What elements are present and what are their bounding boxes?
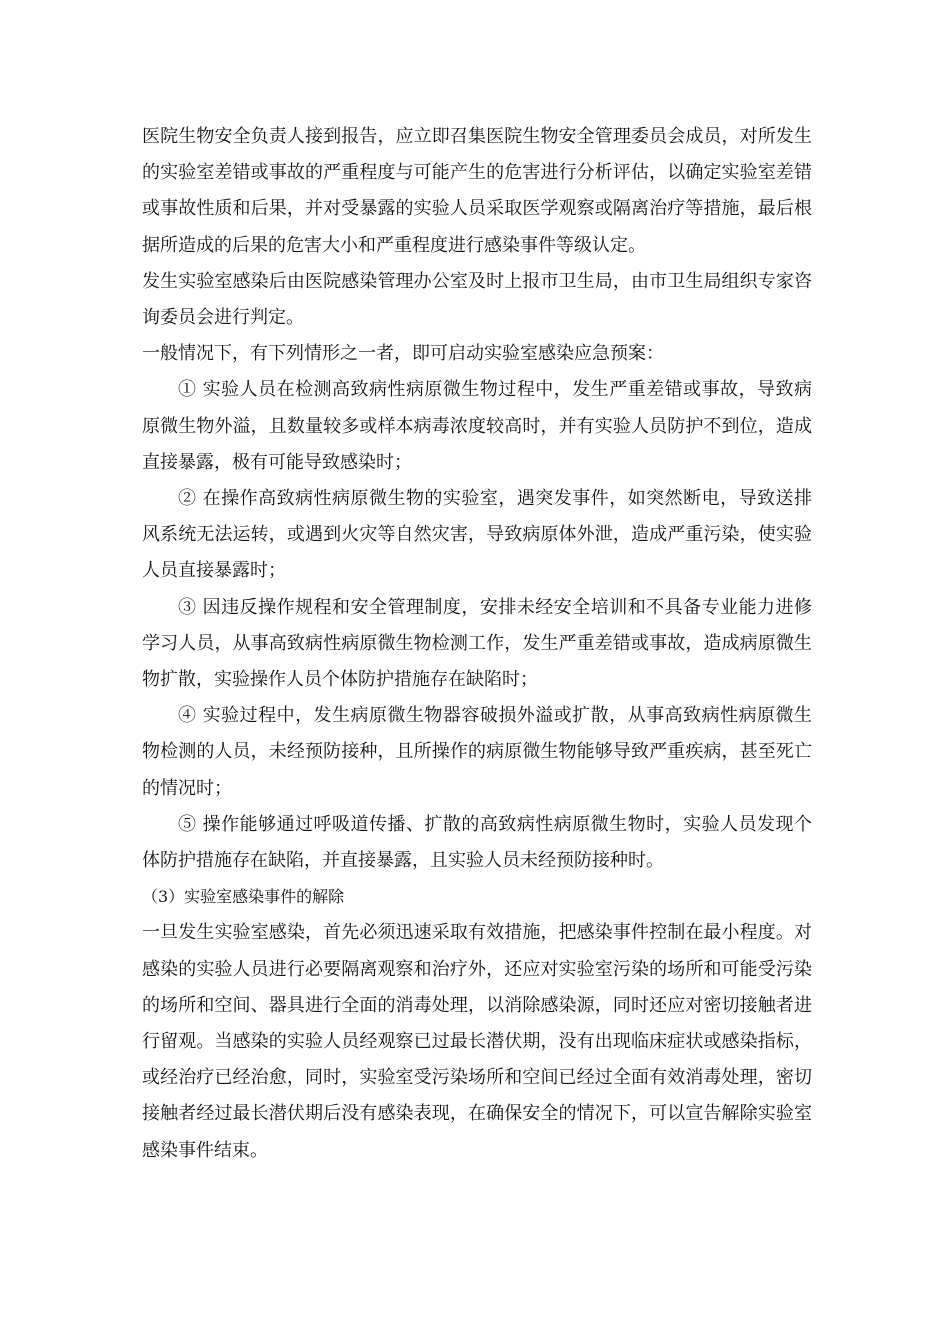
- section-heading: （3）实验室感染事件的解除: [142, 887, 345, 907]
- list-item-case-1: ① 实验人员在检测高致病性病原微生物过程中，发生严重差错或事故，导致病原微生物外溢，且数量较多或样本病毒浓度较高时，并有实验人员防护不到位，造成直接暴露，极有可能导致感染时；: [142, 379, 812, 473]
- paragraph-report-to-health-bureau: 发生实验室感染后由医院感染管理办公室及时上报市卫生局，由市卫生局组织专家咨询委员会进行判定。: [142, 270, 812, 329]
- list-item-case-2: ② 在操作高致病性病原微生物的实验室，遇突发事件，如突然断电，导致送排风系统无法运转，或遇到火灾等自然灾害，导致病原体外泄，造成严重污染，使实验人员直接暴露时；: [142, 488, 812, 582]
- list-item-case-4: ④ 实验过程中，发生病原微生物器容破损外溢或扩散，从事高致病性病原微生物检测的人员，未经预防接种，且所操作的病原微生物能够导致严重疾病，甚至死亡的情况时；: [142, 705, 812, 799]
- paragraph-report-assessment: 医院生物安全负责人接到报告，应立即召集医院生物安全管理委员会成员，对所发生的实验室差错或事故的严重程度与可能产生的危害进行分析评估，以确定实验室差错或事故性质和后果，并对受暴露的实验人员采取医学观察或隔离治疗等措施，最后根据所造成的后果的危害大小和严重程度进行感染事件等级认定。: [142, 126, 812, 256]
- list-item-case-5: ⑤ 操作能够通过呼吸道传播、扩散的高致病性病原微生物时，实验人员发现个体防护措施存在缺陷，并直接暴露，且实验人员未经预防接种时。: [142, 813, 812, 872]
- document-body: [142, 119, 812, 1169]
- paragraph-emergency-conditions-intro: 一般情况下，有下列情形之一者，即可启动实验室感染应急预案：: [142, 343, 664, 365]
- list-item-case-3: ③ 因违反操作规程和安全管理制度，安排未经安全培训和不具备专业能力进修学习人员，从事高致病性病原微生物检测工作，发生严重差错或事故，造成病原微生物扩散，实验操作人员个体防护措施存在缺陷时；: [142, 596, 812, 691]
- paragraph-infection-release: 一旦发生实验室感染，首先必须迅速采取有效措施，把感染事件控制在最小程度。对感染的实验人员进行必要隔离观察和治疗外，还应对实验室污染的场所和可能受污染的场所和空间、器具进行全面的消毒处理，以消除感染源，同时还应对密切接触者进行留观。当感染的实验人员经观察已过最长潜伏期，没有出现临床症状或感染指标，或经治疗已经治愈，同时，实验室受污染场所和空间已经过全面有效消毒处理，密切接触者经过最长潜伏期后没有感染表现，在确保安全的情况下，可以宣告解除实验室感染事件结束。: [142, 922, 812, 1161]
